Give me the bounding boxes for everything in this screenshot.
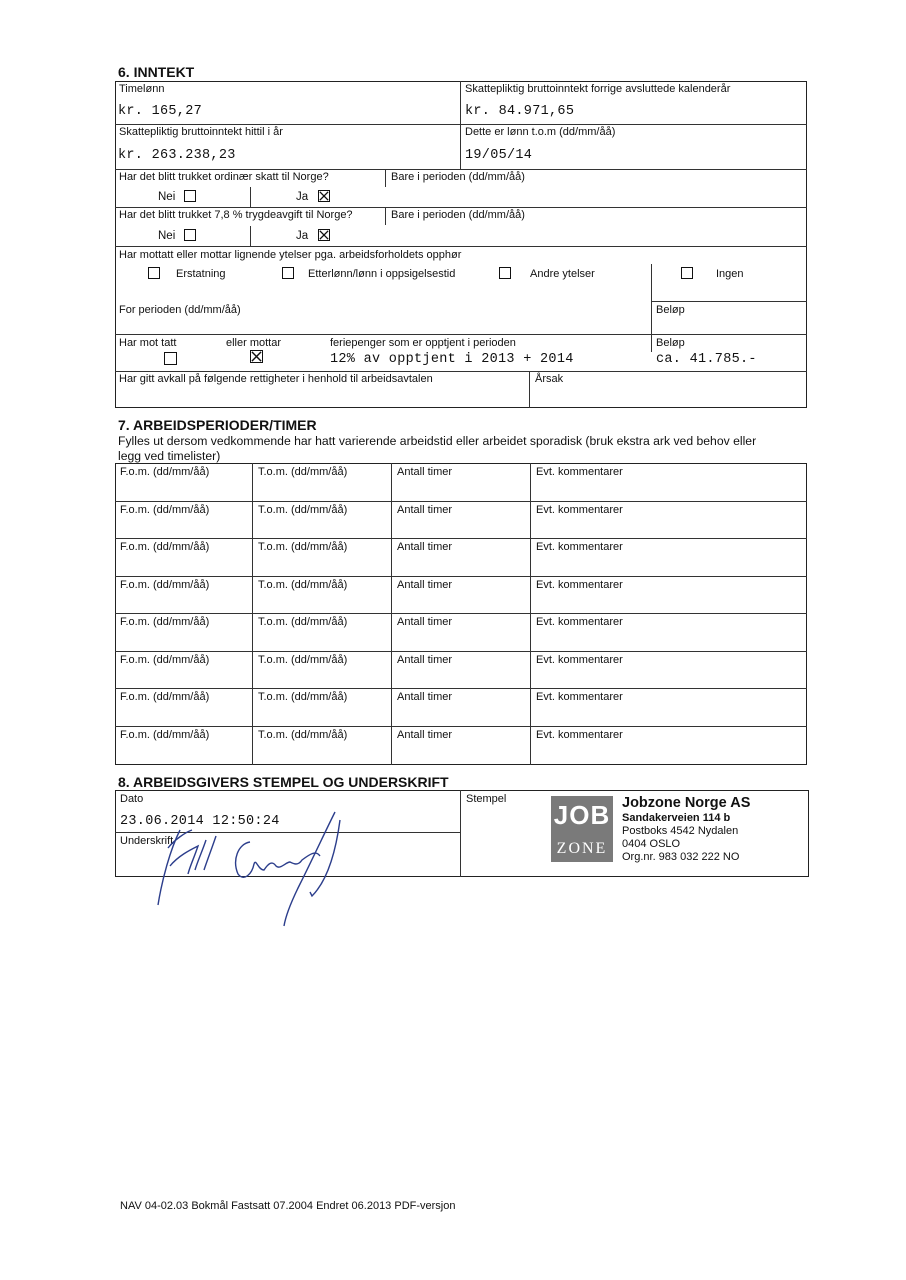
- fom-label: F.o.m. (dd/mm/åå): [120, 503, 210, 516]
- antall-timer-label: Antall timer: [397, 578, 453, 591]
- fom-label: F.o.m. (dd/mm/åå): [120, 616, 210, 628]
- lonn-tom-value[interactable]: 19/05/14: [465, 148, 533, 163]
- jobzone-logo: JOB ZONE: [551, 796, 613, 862]
- antall-timer-label: Antall timer: [397, 503, 453, 516]
- antall-timer-label: Antall timer: [397, 728, 453, 741]
- dato-value[interactable]: 23.06.2014 12:50:24: [120, 814, 280, 829]
- ingen-checkbox[interactable]: [681, 267, 693, 279]
- antall-timer-label: Antall timer: [397, 541, 453, 553]
- skatt-bare-label: Bare i perioden (dd/mm/åå): [391, 171, 525, 183]
- arbeidsperioder-table: [115, 463, 807, 765]
- fom-label: F.o.m. (dd/mm/åå): [120, 466, 210, 478]
- hittil-inntekt-label: Skattepliktig bruttoinntekt hittil i år: [119, 126, 283, 138]
- fom-label: F.o.m. (dd/mm/åå): [120, 691, 210, 703]
- har-mottatt-checkbox[interactable]: [164, 352, 177, 365]
- trygd-question: Har det blitt trukket 7,8 % trygdeavgift til Norge?: [119, 209, 353, 221]
- tom-label: T.o.m. (dd/mm/åå): [258, 578, 348, 591]
- fom-label: F.o.m. (dd/mm/åå): [120, 728, 210, 741]
- fom-label: F.o.m. (dd/mm/åå): [120, 578, 210, 591]
- antall-timer-label: Antall timer: [397, 691, 453, 703]
- form-footer: NAV 04-02.03 Bokmål Fastsatt 07.2004 Endret 06.2013 PDF-versjon: [120, 1200, 456, 1212]
- stamp-address-2: Postboks 4542 Nydalen: [622, 825, 739, 837]
- kommentarer-label: Evt. kommentarer: [536, 466, 623, 478]
- forrige-inntekt-value[interactable]: kr. 84.971,65: [465, 104, 575, 119]
- kommentarer-label: Evt. kommentarer: [536, 541, 623, 553]
- check-x-icon: [251, 351, 262, 362]
- antall-timer-label: Antall timer: [397, 466, 453, 478]
- stamp-address-1: Sandakerveien 114 b: [622, 812, 731, 824]
- ytelser-question: Har mottatt eller mottar lignende ytelser pga. arbeidsforholdets opphør: [119, 249, 462, 261]
- timelonn-label: Timelønn: [119, 83, 165, 95]
- tom-label: T.o.m. (dd/mm/åå): [258, 466, 348, 478]
- skatt-ja-checkbox[interactable]: [318, 190, 330, 202]
- stamp-orgnr: Org.nr. 983 032 222 NO: [622, 851, 740, 863]
- for-perioden-label: For perioden (dd/mm/åå): [119, 304, 241, 316]
- etterlonn-label: Etterlønn/lønn i oppsigelsestid: [308, 268, 456, 280]
- stempel-label: Stempel: [466, 793, 507, 805]
- trygd-nei-checkbox[interactable]: [184, 229, 196, 241]
- forrige-inntekt-label: Skattepliktig bruttoinntekt forrige avsluttede kalenderår: [465, 83, 731, 95]
- section-7-description-line1: Fylles ut dersom vedkommende har hatt varierende arbeidstid eller arbeidet sporadisk (bruk ekstra ark ved behov eller: [118, 434, 757, 448]
- tom-label: T.o.m. (dd/mm/åå): [258, 503, 348, 516]
- kommentarer-label: Evt. kommentarer: [536, 653, 623, 666]
- belop2-label: Beløp: [656, 337, 685, 349]
- kommentarer-label: Evt. kommentarer: [536, 503, 623, 516]
- trygd-ja-checkbox[interactable]: [318, 229, 330, 241]
- mottar-checkbox[interactable]: [250, 350, 263, 363]
- lonn-tom-label: Dette er lønn t.o.m (dd/mm/åå): [465, 126, 616, 138]
- check-x-icon: [319, 191, 329, 201]
- eller-mottar-label: eller mottar: [226, 337, 282, 349]
- fom-label: F.o.m. (dd/mm/åå): [120, 541, 210, 553]
- arsak-label: Årsak: [535, 373, 564, 385]
- dato-label: Dato: [120, 793, 144, 805]
- har-mot-tatt-label: Har mot tatt: [119, 337, 177, 349]
- erstatning-checkbox[interactable]: [148, 267, 160, 279]
- skatt-nei-checkbox[interactable]: [184, 190, 196, 202]
- skatt-nei-label: Nei: [158, 191, 176, 203]
- trygd-nei-label: Nei: [158, 230, 176, 242]
- section-6-title: 6. INNTEKT: [118, 64, 195, 80]
- section-7-title: 7. ARBEIDSPERIODER/TIMER: [118, 417, 317, 433]
- antall-timer-label: Antall timer: [397, 653, 453, 666]
- stamp-company-name: Jobzone Norge AS: [622, 795, 751, 811]
- signature-image: [140, 800, 360, 930]
- trygd-bare-label: Bare i perioden (dd/mm/åå): [391, 209, 525, 221]
- antall-timer-label: Antall timer: [397, 616, 453, 628]
- skatt-question: Har det blitt trukket ordinær skatt til Norge?: [119, 171, 329, 183]
- avkall-label: Har gitt avkall på følgende rettigheter i henhold til arbeidsavtalen: [119, 373, 433, 385]
- tom-label: T.o.m. (dd/mm/åå): [258, 653, 348, 666]
- andre-ytelser-checkbox[interactable]: [499, 267, 511, 279]
- tom-label: T.o.m. (dd/mm/åå): [258, 541, 348, 553]
- feriepenger-label: feriepenger som er opptjent i perioden: [330, 337, 516, 349]
- andre-ytelser-label: Andre ytelser: [530, 268, 595, 280]
- kommentarer-label: Evt. kommentarer: [536, 578, 623, 591]
- timelonn-value[interactable]: kr. 165,27: [118, 104, 203, 119]
- tom-label: T.o.m. (dd/mm/åå): [258, 691, 348, 703]
- tom-label: T.o.m. (dd/mm/åå): [258, 616, 348, 628]
- skatt-ja-label: Ja: [296, 191, 309, 203]
- stamp-address-3: 0404 OSLO: [622, 838, 681, 850]
- fom-label: F.o.m. (dd/mm/åå): [120, 653, 210, 666]
- trygd-ja-label: Ja: [296, 230, 309, 242]
- feriepenger-belop-value[interactable]: ca. 41.785.-: [656, 352, 757, 367]
- etterlonn-checkbox[interactable]: [282, 267, 294, 279]
- ingen-label: Ingen: [716, 268, 744, 280]
- kommentarer-label: Evt. kommentarer: [536, 728, 623, 741]
- belop-label: Beløp: [656, 304, 685, 316]
- section-8-title: 8. ARBEIDSGIVERS STEMPEL OG UNDERSKRIFT: [118, 774, 449, 790]
- underskrift-label: Underskrift: [120, 835, 174, 847]
- erstatning-label: Erstatning: [176, 268, 226, 280]
- hittil-inntekt-value[interactable]: kr. 263.238,23: [118, 148, 236, 163]
- check-x-icon: [319, 230, 329, 240]
- tom-label: T.o.m. (dd/mm/åå): [258, 728, 348, 741]
- kommentarer-label: Evt. kommentarer: [536, 691, 623, 703]
- section-7-description-line2: legg ved timelister): [118, 449, 221, 463]
- feriepenger-value[interactable]: 12% av opptjent i 2013 + 2014: [330, 352, 574, 367]
- kommentarer-label: Evt. kommentarer: [536, 616, 623, 628]
